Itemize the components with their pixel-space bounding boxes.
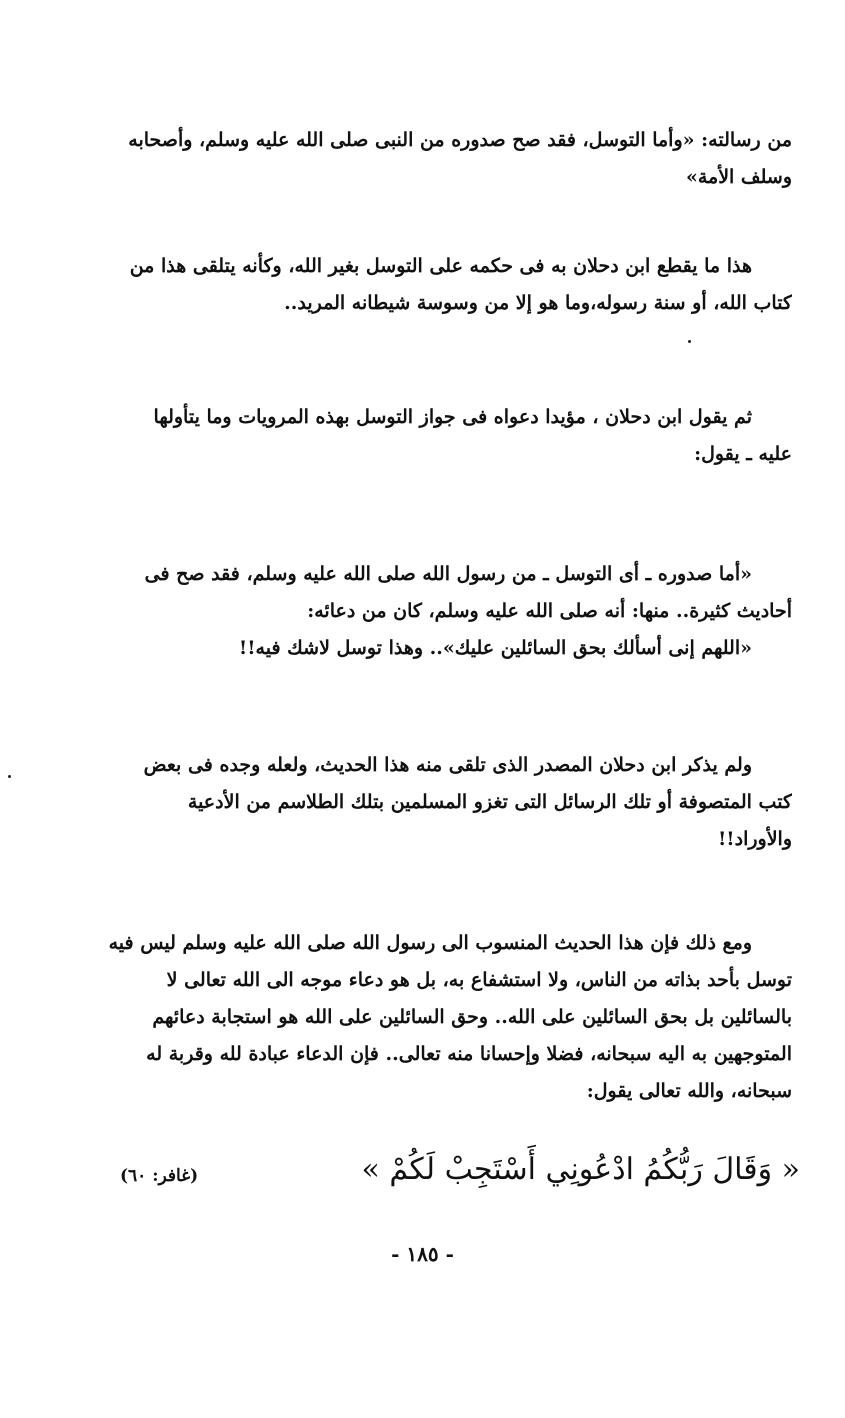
text-line: كتب المتصوفة أو تلك الرسائل التى تغزو المسلمين بتلك الطلاسم من الأدعية — [187, 791, 792, 813]
print-speck — [8, 775, 11, 778]
text-line: كتاب الله، أو سنة رسوله،وما هو إلا من وسوسة شيطانه المريد.. — [284, 292, 792, 314]
page-number: - ١٨٥ - — [391, 1242, 454, 1266]
verse-reference: (غافر: ٦٠) — [120, 1166, 199, 1186]
quran-verse: « وَقَالَ رَبُّكُمُ ادْعُونِي أَسْتَجِبْ لَكُمْ » — [361, 1152, 800, 1187]
paragraph-6 — [80, 925, 792, 1110]
text-line: من رسالته: «وأما التوسل، فقد صح صدوره من النبى صلى الله عليه وسلم، وأصحابه — [128, 129, 792, 151]
text-line: أحاديث كثيرة.. منها: أنه صلى الله عليه وسلم، كان من دعائه: — [307, 600, 792, 622]
paragraph-2 — [80, 248, 792, 322]
text-line: توسل بأحد بذاته من الناس، ولا استشفاع به، بل هو دعاء موجه الى الله تعالى لا — [166, 969, 792, 991]
text-line: سبحانه، والله تعالى يقول: — [586, 1080, 792, 1102]
paragraph-3 — [80, 399, 792, 473]
text-line: والأوراد!! — [717, 828, 792, 850]
text-line: ولم يذكر ابن دحلان المصدر الذى تلقى منه هذا الحديث، ولعله وجده فى بعض — [143, 754, 752, 776]
text-line: بالسائلين بل بحق السائلين على الله.. وحق السائلين على الله هو استجابة دعائهم — [152, 1006, 792, 1028]
paragraph-4-quote — [80, 556, 792, 667]
paragraph-1 — [80, 122, 792, 196]
text-line: «اللهم إنى أسألك بحق السائلين عليك».. وهذا توسل لاشك فيه!! — [238, 637, 752, 659]
quran-verse-row — [90, 1152, 800, 1208]
text-line: «أما صدوره ـ أى التوسل ـ من رسول الله صلى الله عليه وسلم، فقد صح فى — [144, 563, 752, 585]
paragraph-5 — [80, 747, 792, 858]
text-line: ثم يقول ابن دحلان ، مؤيدا دعواه فى جواز التوسل بهذه المرويات وما يتأولها — [153, 406, 752, 428]
print-speck — [688, 340, 691, 343]
text-line: المتوجهين به اليه سبحانه، فضلا وإحسانا منه تعالى.. فإن الدعاء عبادة لله وقربة له — [146, 1043, 792, 1065]
text-line: ومع ذلك فإن هذا الحديث المنسوب الى رسول الله صلى الله عليه وسلم ليس فيه — [108, 932, 752, 954]
text-line: هذا ما يقطع ابن دحلان به فى حكمه على التوسل بغير الله، وكأنه يتلقى هذا من — [129, 255, 752, 277]
text-line: عليه ـ يقول: — [694, 443, 792, 465]
text-line: وسلف الأمة» — [685, 166, 792, 188]
